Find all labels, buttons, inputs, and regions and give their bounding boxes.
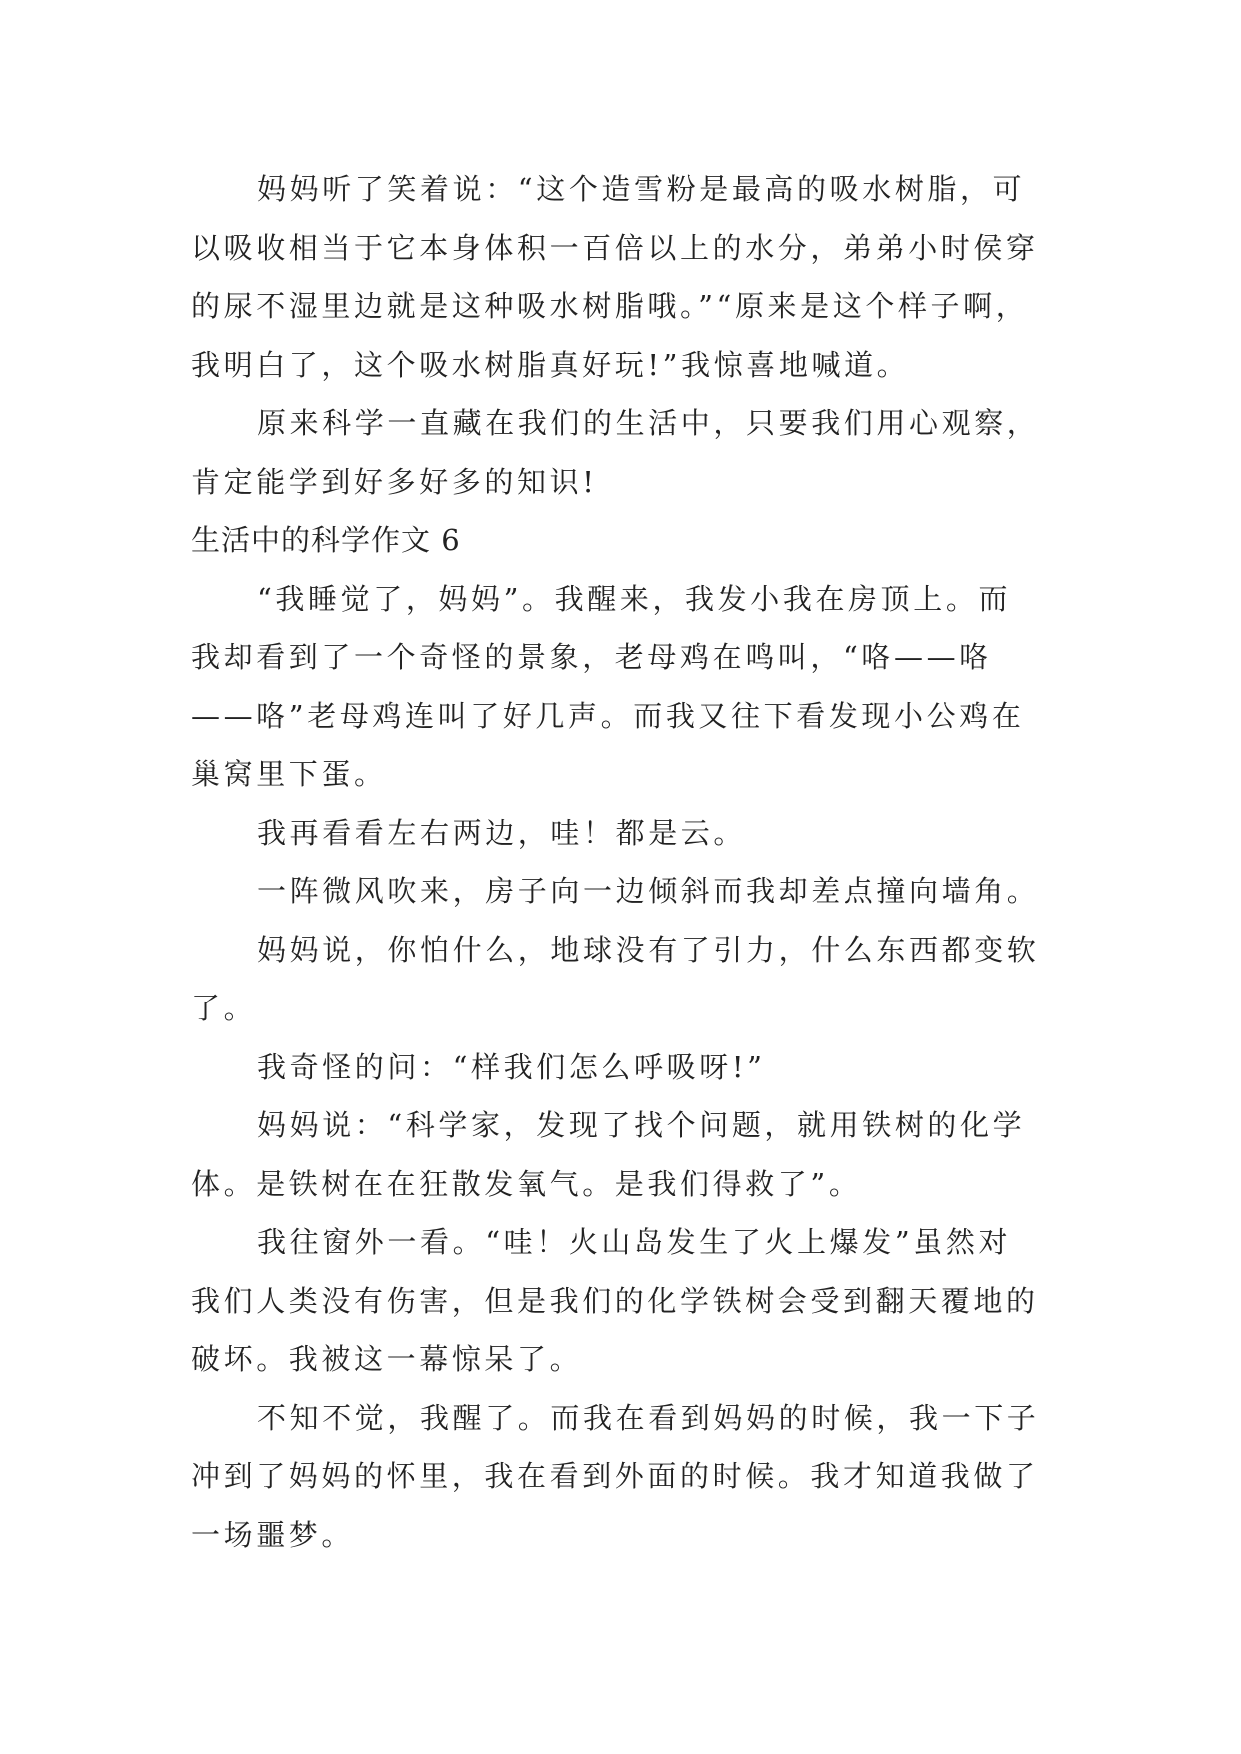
text-line: 一场噩梦。: [191, 1517, 355, 1552]
text-line: 了。: [191, 991, 257, 1025]
section-heading: 生活中的科学作文 6: [191, 523, 461, 557]
text-line: “我睡觉了，妈妈”。我醒来，我发小我在房顶上。而: [257, 581, 1012, 616]
text-line: 一阵微风吹来，房子向一边倾斜而我却差点撞向墙角。: [257, 874, 1040, 908]
text-line: 体。是铁树在在狂散发氧气。是我们得救了”。: [191, 1166, 862, 1201]
text-line: 原来科学一直藏在我们的生活中，只要我们用心观察，: [257, 406, 1040, 440]
text-line: 巢窝里下蛋。: [191, 757, 387, 791]
text-line: ——咯”老母鸡连叫了好几声。而我又往下看发现小公鸡在: [191, 698, 1025, 733]
text-line: 我们人类没有伤害，但是我们的化学铁树会受到翻天覆地的: [191, 1283, 1039, 1318]
essay-text: [191, 160, 1051, 1564]
text-line: 妈妈听了笑着说：“这个造雪粉是最高的吸水树脂，可: [257, 172, 1026, 206]
text-line: 的尿不湿里边就是这种吸水树脂哦。”“原来是这个样子啊，: [191, 289, 1029, 323]
text-line: 我再看看左右两边，哇！都是云。: [257, 815, 747, 850]
text-line: 我却看到了一个奇怪的景象，老母鸡在鸣叫，“咯——咯: [191, 640, 992, 674]
text-line: 我往窗外一看。“哇！火山岛发生了火上爆发”虽然对: [257, 1225, 1012, 1259]
text-line: 我奇怪的问：“样我们怎么呼吸呀!”: [257, 1049, 766, 1084]
text-line: 妈妈说：“科学家，发现了找个问题，就用铁树的化学: [257, 1108, 1026, 1142]
text-line: 冲到了妈妈的怀里，我在看到外面的时候。我才知道我做了: [191, 1459, 1039, 1493]
text-line: 以吸收相当于它本身体积一百倍以上的水分，弟弟小时侯穿: [191, 230, 1039, 265]
text-line: 肯定能学到好多好多的知识!: [191, 464, 598, 499]
text-line: 破坏。我被这一幕惊呆了。: [191, 1342, 583, 1376]
text-line: 不知不觉，我醒了。而我在看到妈妈的时候，我一下子: [257, 1400, 1040, 1435]
text-line: 妈妈说，你怕什么，地球没有了引力，什么东西都变软: [257, 932, 1040, 967]
text-line: 我明白了，这个吸水树脂真好玩!”我惊喜地喊道。: [191, 347, 910, 382]
